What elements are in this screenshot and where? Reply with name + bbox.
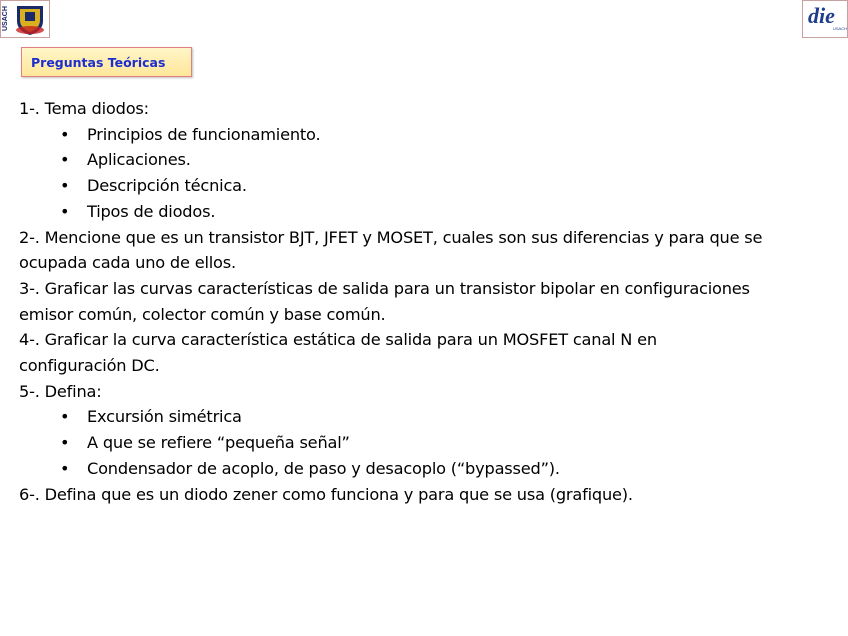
list-item <box>19 122 839 148</box>
die-logo-subtext: USACH <box>833 26 848 31</box>
list-item <box>19 404 839 430</box>
question-3-line-1: 3-. Graficar las curvas características de salida para un transistor bipolar en configuraciones <box>19 278 750 298</box>
list-item-text: Tipos de diodos. <box>87 201 216 221</box>
bullet-icon: • <box>60 433 70 453</box>
list-item <box>19 199 839 225</box>
bullet-icon: • <box>60 201 70 221</box>
question-2-line-2: ocupada cada uno de ellos. <box>19 253 236 273</box>
list-item <box>19 173 839 199</box>
bullet-icon: • <box>60 407 70 427</box>
list-item-text: A que se refiere “pequeña señal” <box>87 433 350 453</box>
list-item-text: Excursión simétrica <box>87 407 242 427</box>
bullet-icon: • <box>60 124 70 144</box>
list-item-text: Aplicaciones. <box>87 150 191 170</box>
list-item-text: Condensador de acoplo, de paso y desacoplo (“bypassed”). <box>87 458 560 478</box>
question-4-line-2: configuración DC. <box>19 356 160 376</box>
die-logo-text: die <box>808 3 835 28</box>
bullet-icon: • <box>60 458 70 478</box>
list-item-text: Descripción técnica. <box>87 176 247 196</box>
list-item <box>19 430 839 456</box>
university-crest-icon <box>13 3 47 37</box>
question-4-line-1: 4-. Graficar la curva característica estática de salida para un MOSFET canal N en <box>19 330 657 350</box>
section-title-box <box>21 47 192 77</box>
question-6: 6-. Defina que es un diodo zener como funciona y para que se usa (grafique). <box>19 484 633 504</box>
questions-list <box>19 96 839 507</box>
section-title: Preguntas Teóricas <box>31 55 166 70</box>
list-item <box>19 147 839 173</box>
bullet-icon: • <box>60 176 70 196</box>
bullet-icon: • <box>60 150 70 170</box>
question-3-line-2: emisor común, colector común y base común. <box>19 304 386 324</box>
question-2-line-1: 2-. Mencione que es un transistor BJT, JFET y MOSET, cuales son sus diferencias y para que se <box>19 227 763 247</box>
usach-logo-text: USACH <box>2 6 9 32</box>
question-1: 1-. Tema diodos: <box>19 99 149 118</box>
question-5: 5-. Defina: <box>19 381 102 401</box>
list-item-text: Principios de funcionamiento. <box>87 124 321 144</box>
die-logo <box>802 0 848 38</box>
list-item <box>19 456 839 482</box>
usach-logo <box>0 0 50 38</box>
